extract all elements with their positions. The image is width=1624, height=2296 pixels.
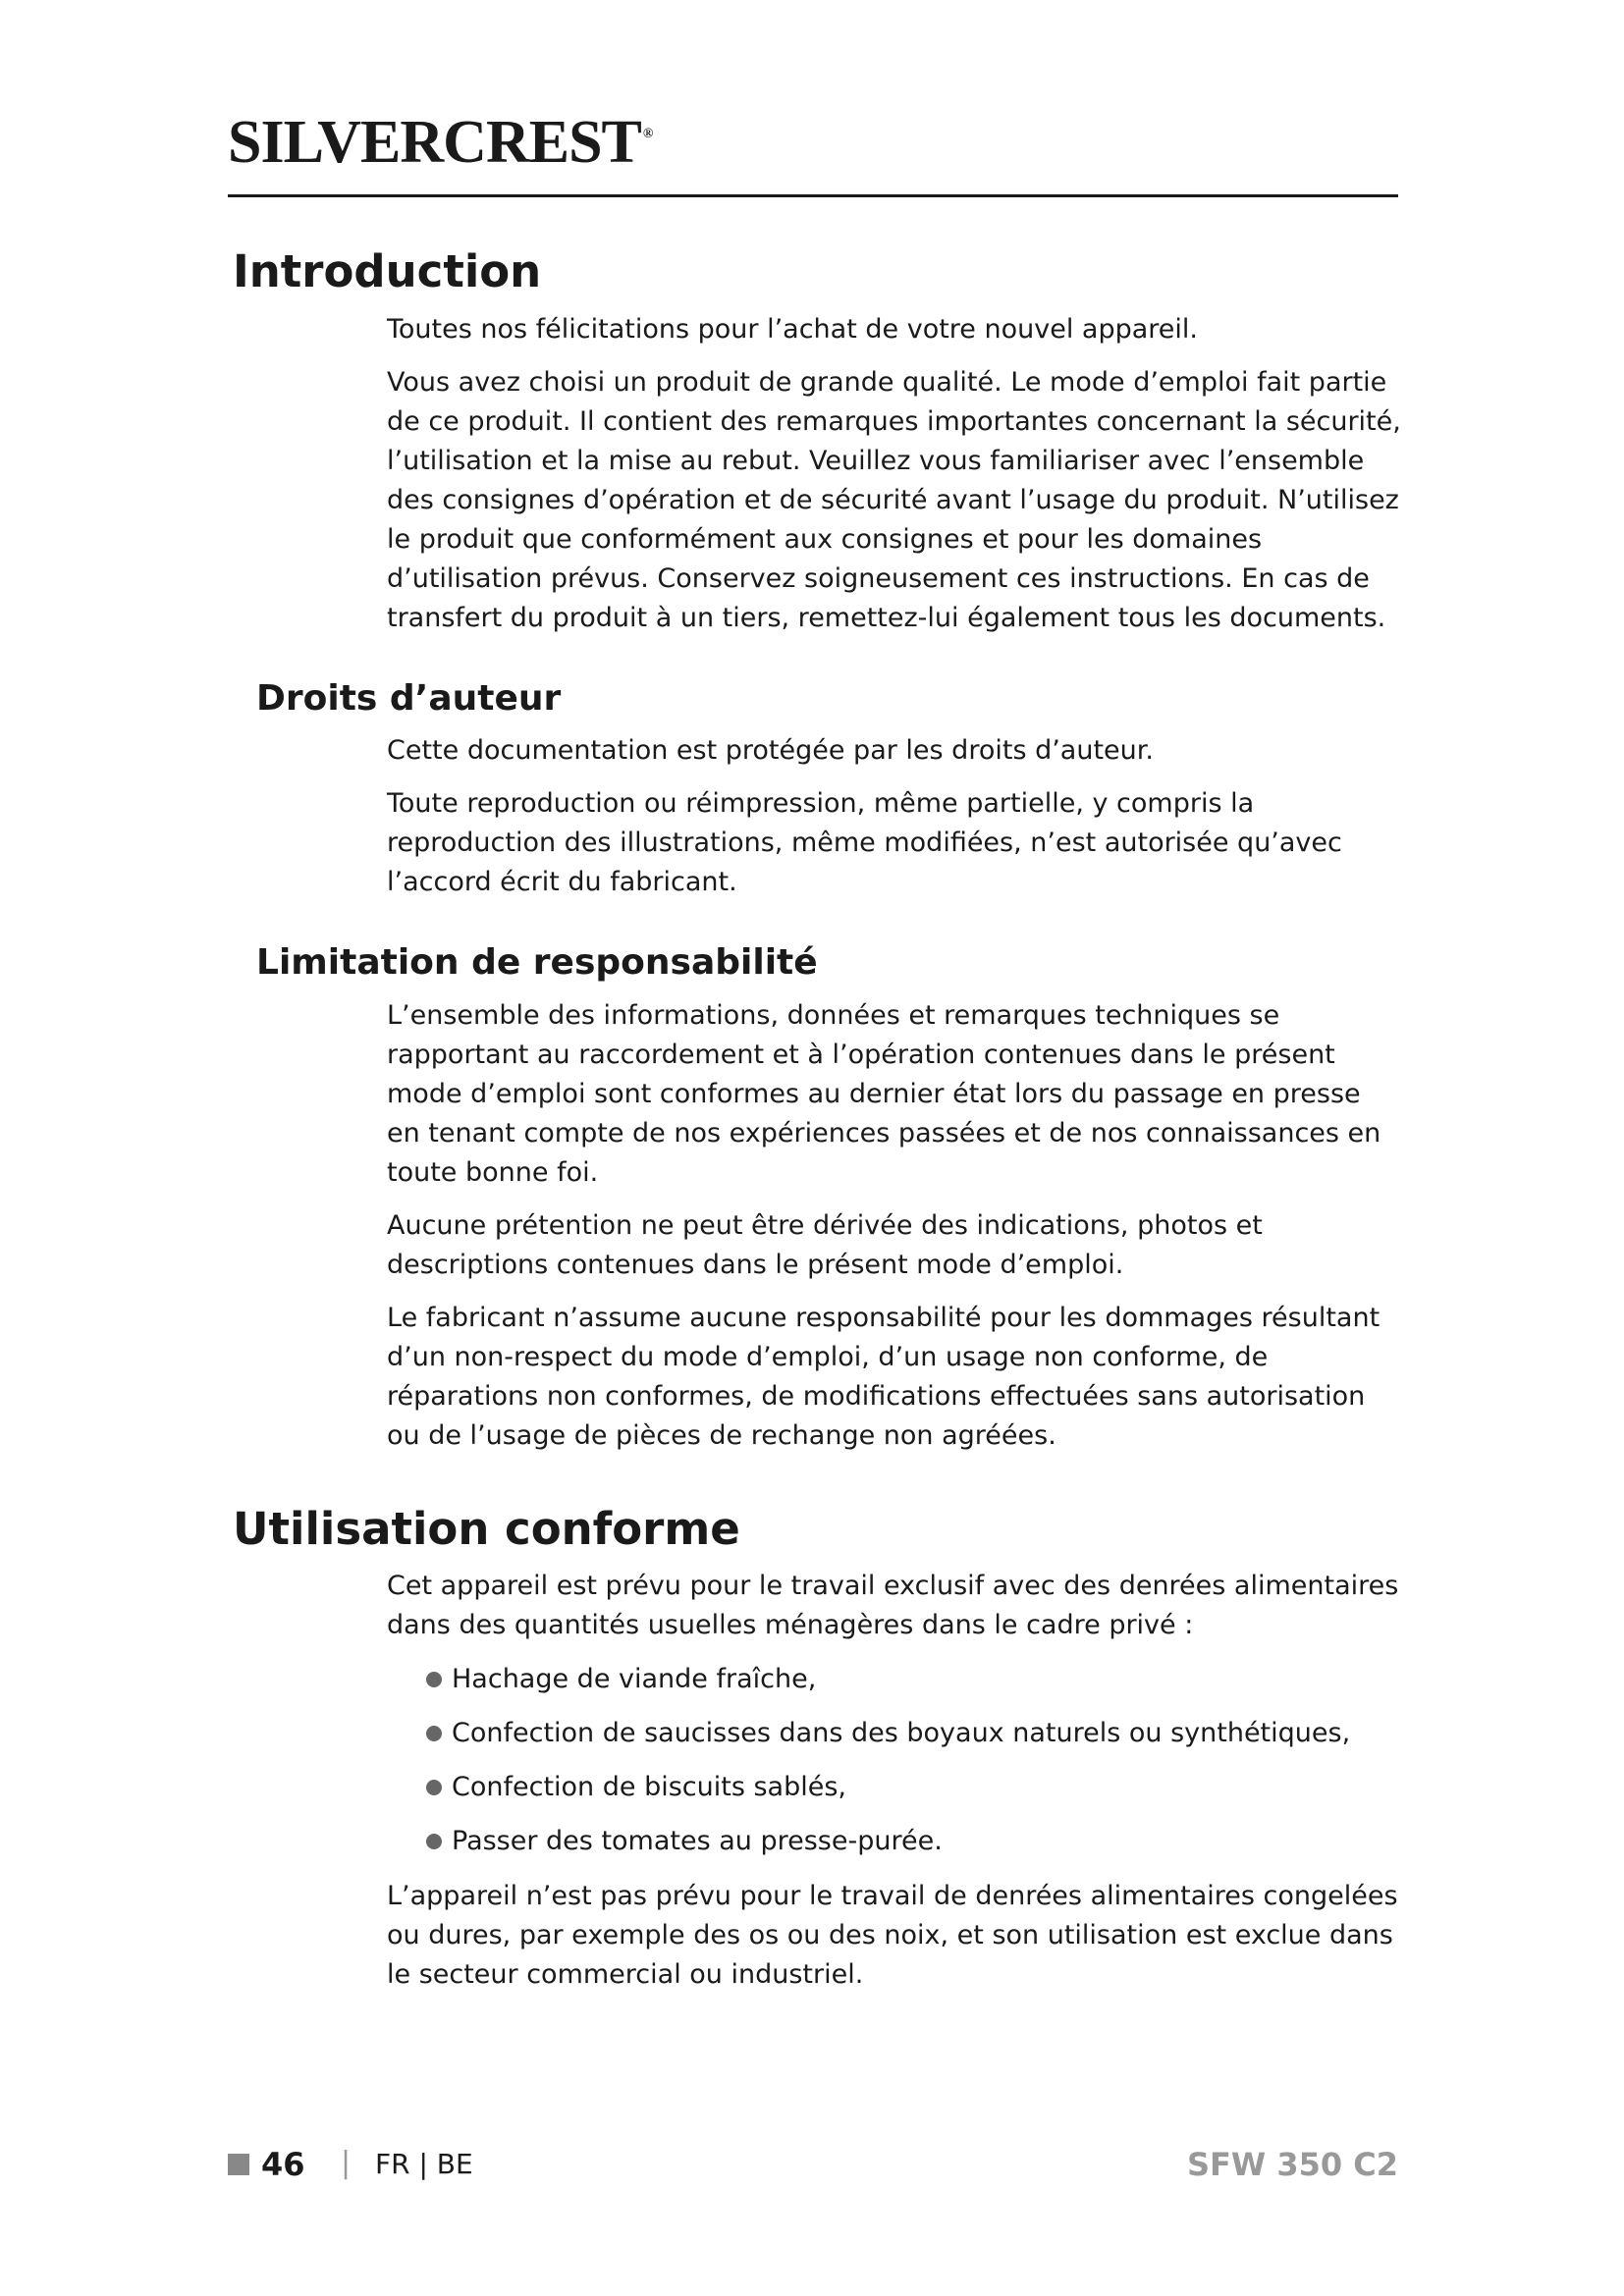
- list-item-text: Passer des tomates au presse-purée.: [452, 1826, 943, 1857]
- section-title-introduction: Introduction: [233, 245, 542, 297]
- paragraph: Vous avez choisi un produit de grande qualité. Le mode d’emploi fait partie de ce produit. Il contient des remarques importantes concernant la sécurité, l’utilisation et la mise au rebut. Veuillez vous familiariser avec l’ensemble des consignes d’opération et de sécurité avant l’usage du produit. N’utilisez le produit que conformément aux consignes et pour les domaines d’utilisation prévus. Conservez soigneusement ces instructions. En cas de transfert du produit à un tiers, remettez-lui également tous les documents.: [387, 366, 1401, 633]
- paragraph: L’ensemble des informations, données et remarques techniques se rapportant au raccordement et à l’opération contenues dans le présent mode d’emploi sont conformes au dernier état lors du passage en presse en tenant compte de nos expériences passées et de nos connaissances en toute bonne foi.: [387, 999, 1381, 1188]
- header-rule: [228, 194, 1398, 197]
- brand-logo: [228, 109, 653, 176]
- square-icon: [228, 2154, 249, 2175]
- paragraph: Toute reproduction ou réimpression, même partielle, y compris la reproduction des illustrations, même modifiées, n’est autorisée qu’avec l’accord écrit du fabricant.: [387, 788, 1342, 898]
- section-title-liability: Limitation de responsabilité: [256, 942, 818, 984]
- paragraph: Aucune prétention ne peut être dérivée des indications, photos et descriptions contenues dans le présent mode d’emploi.: [387, 1209, 1263, 1280]
- bullet-icon: [426, 1672, 442, 1687]
- bullet-icon: [426, 1834, 442, 1849]
- paragraph: Toutes nos félicitations pour l’achat de votre nouvel appareil.: [387, 313, 1198, 345]
- language-code: FR | BE: [375, 2148, 473, 2180]
- list-item-text: Confection de biscuits sablés,: [452, 1772, 846, 1803]
- list-item-text: Confection de saucisses dans des boyaux naturels ou synthétiques,: [452, 1718, 1351, 1749]
- bullet-list: [387, 1660, 1401, 1861]
- section-title-intended-use: Utilisation conforme: [233, 1502, 740, 1555]
- list-item: [426, 1714, 1401, 1753]
- page-number: 46: [261, 2146, 305, 2183]
- list-item: [426, 1768, 1401, 1807]
- paragraph: Cet appareil est prévu pour le travail exclusif avec des denrées alimentaires dans des quantités usuelles ménagères dans le cadre privé :: [387, 1571, 1399, 1641]
- brand-logo-text: SILVERCREST: [228, 109, 641, 176]
- bullet-icon: [426, 1780, 442, 1795]
- list-item-text: Hachage de viande fraîche,: [452, 1664, 817, 1695]
- bullet-icon: [426, 1726, 442, 1741]
- list-item: [426, 1822, 1401, 1861]
- model-number: SFW 350 C2: [1186, 2146, 1398, 2183]
- list-item: [426, 1660, 1401, 1699]
- paragraph: L’appareil n’est pas prévu pour le travail de denrées alimentaires congelées ou dures, par exemple des os ou des noix, et son utilisation est exclue dans le secteur commercial ou industriel.: [387, 1881, 1398, 1991]
- paragraph: Cette documentation est protégée par les droits d’auteur.: [387, 735, 1154, 767]
- footer-separator: |: [341, 2146, 352, 2180]
- page-content: [233, 247, 1401, 1995]
- registered-mark: ®: [642, 127, 653, 141]
- section-title-copyright: Droits d’auteur: [256, 677, 562, 719]
- paragraph: Le fabricant n’assume aucune responsabilité pour les dommages résultant d’un non-respect du mode d’emploi, d’un usage non conforme, de réparations non conformes, de modifications effectuées sans autorisation ou de l’usage de pièces de rechange non agréées.: [387, 1302, 1380, 1451]
- page-footer: [228, 2146, 1398, 2185]
